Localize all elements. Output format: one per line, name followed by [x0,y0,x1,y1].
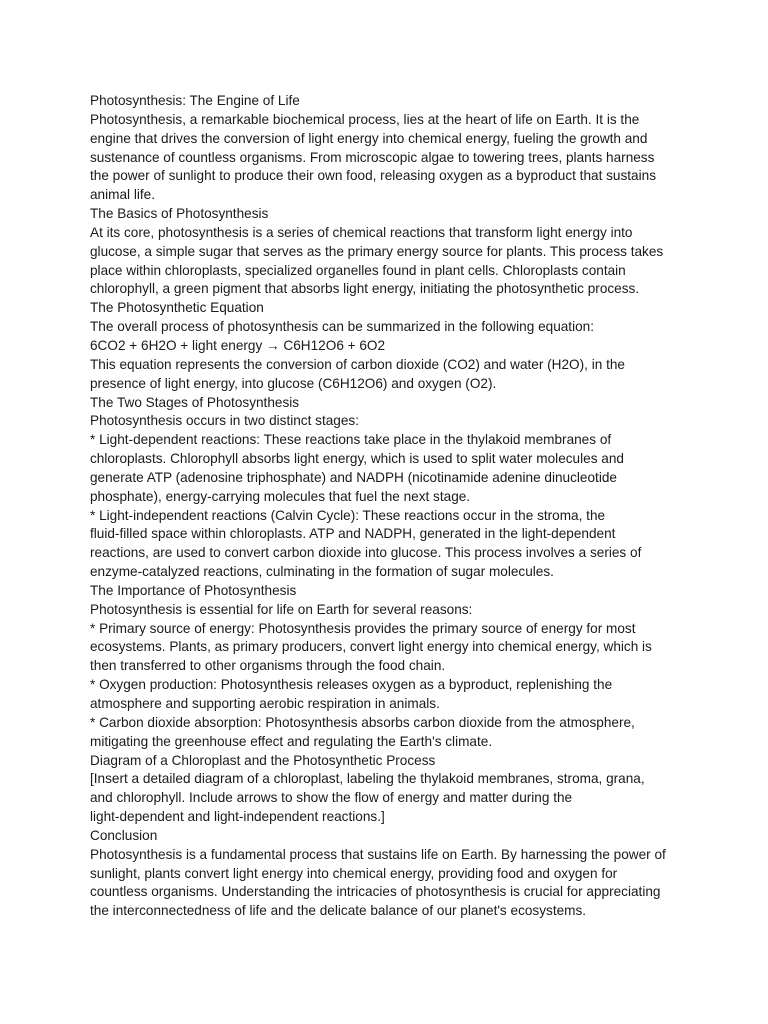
stages-line: chloroplasts. Chlorophyll absorbs light energy, which is used to split water molecules and [90,451,624,467]
importance-line: atmosphere and supporting aerobic respiration in animals. [90,696,440,711]
bullet-energy-source: * Primary source of energy: Photosynthesis provides the primary source of energy for most [90,620,636,636]
bullet-light-dependent: * Light-dependent reactions: These reactions take place in the thylakoid membranes of [90,432,612,448]
equation-line: The overall process of photosynthesis can be summarized in the following equation: [90,319,595,335]
bullet-carbon-absorption: * Carbon dioxide absorption: Photosynthesis absorbs carbon dioxide from the atmosphere, [90,714,635,730]
conclusion-line: sunlight, plants convert light energy into chemical energy, providing food and oxygen for [90,865,618,881]
stages-line: fluid-filled space within chloroplasts. ATP and NADPH, generated in the light-dependent [90,526,616,542]
diagram-placeholder-line: light-dependent and light-independent reactions.] [90,809,385,825]
basics-line: place within chloroplasts, specialized organelles found in plant cells. Chloroplasts contain [90,262,626,278]
intro-line: Photosynthesis, a remarkable biochemical process, lies at the heart of life on Earth. It is the [90,111,640,127]
document-body [90,92,690,921]
heading-importance: The Importance of Photosynthesis [90,582,297,598]
bullet-light-independent: * Light-independent reactions (Calvin Cycle): These reactions occur in the stroma, the [90,507,606,523]
heading-equation: The Photosynthetic Equation [90,300,264,316]
heading-basics: The Basics of Photosynthesis [90,206,269,222]
intro-line: engine that drives the conversion of light energy into chemical energy, fueling the growth and [90,130,648,146]
conclusion-line: the interconnectedness of life and the delicate balance of our planet's ecosystems. [90,903,587,919]
chemical-equation: 6CO2 + 6H2O + light energy → C6H12O6 + 6O2 [90,337,386,353]
intro-line: sustenance of countless organisms. From microscopic algae to towering trees, plants harness [90,149,655,165]
equation-line: presence of light energy, into glucose (C6H12O6) and oxygen (O2). [90,375,497,391]
stages-line: Photosynthesis occurs in two distinct stages: [90,413,359,429]
equation-line: This equation represents the conversion of carbon dioxide (CO2) and water (H2O), in the [90,356,625,372]
heading-two-stages: The Two Stages of Photosynthesis [90,394,300,410]
stages-line: phosphate), energy-carrying molecules that fuel the next stage. [90,488,471,504]
basics-line: glucose, a simple sugar that serves as the primary energy source for plants. This process takes [90,243,664,259]
diagram-placeholder-line: and chlorophyll. Include arrows to show the flow of energy and matter during the [90,790,573,806]
intro-line: the power of sunlight to produce their own food, releasing oxygen as a byproduct that sustains [90,168,656,184]
bullet-oxygen-production: * Oxygen production: Photosynthesis releases oxygen as a byproduct, replenishing the [90,677,613,693]
basics-line: chlorophyll, a green pigment that absorbs light energy, initiating the photosynthetic process. [90,281,640,297]
stages-line: enzyme-catalyzed reactions, culminating in the formation of sugar molecules. [90,564,554,580]
doc-title: Photosynthesis: The Engine of Life [90,93,300,108]
conclusion-line: Photosynthesis is a fundamental process that sustains life on Earth. By harnessing the power of [90,846,666,862]
conclusion-line: countless organisms. Understanding the intricacies of photosynthesis is crucial for appreciating [90,884,661,900]
stages-line: reactions, are used to convert carbon dioxide into glucose. This process involves a series of [90,545,642,561]
intro-line: animal life. [90,187,155,203]
heading-conclusion: Conclusion [90,827,158,843]
stages-line: generate ATP (adenosine triphosphate) and NADPH (nicotinamide adenine dinucleotide [90,469,617,485]
basics-line: At its core, photosynthesis is a series of chemical reactions that transform light energy into [90,224,633,240]
importance-line: mitigating the greenhouse effect and regulating the Earth's climate. [90,733,493,749]
diagram-placeholder-line: [Insert a detailed diagram of a chloroplast, labeling the thylakoid membranes, stroma, grana, [90,771,645,787]
importance-line: ecosystems. Plants, as primary producers, convert light energy into chemical energy, which is [90,639,652,655]
importance-line: then transferred to other organisms through the food chain. [90,658,446,674]
heading-diagram: Diagram of a Chloroplast and the Photosynthetic Process [90,752,436,768]
importance-line: Photosynthesis is essential for life on Earth for several reasons: [90,601,473,617]
